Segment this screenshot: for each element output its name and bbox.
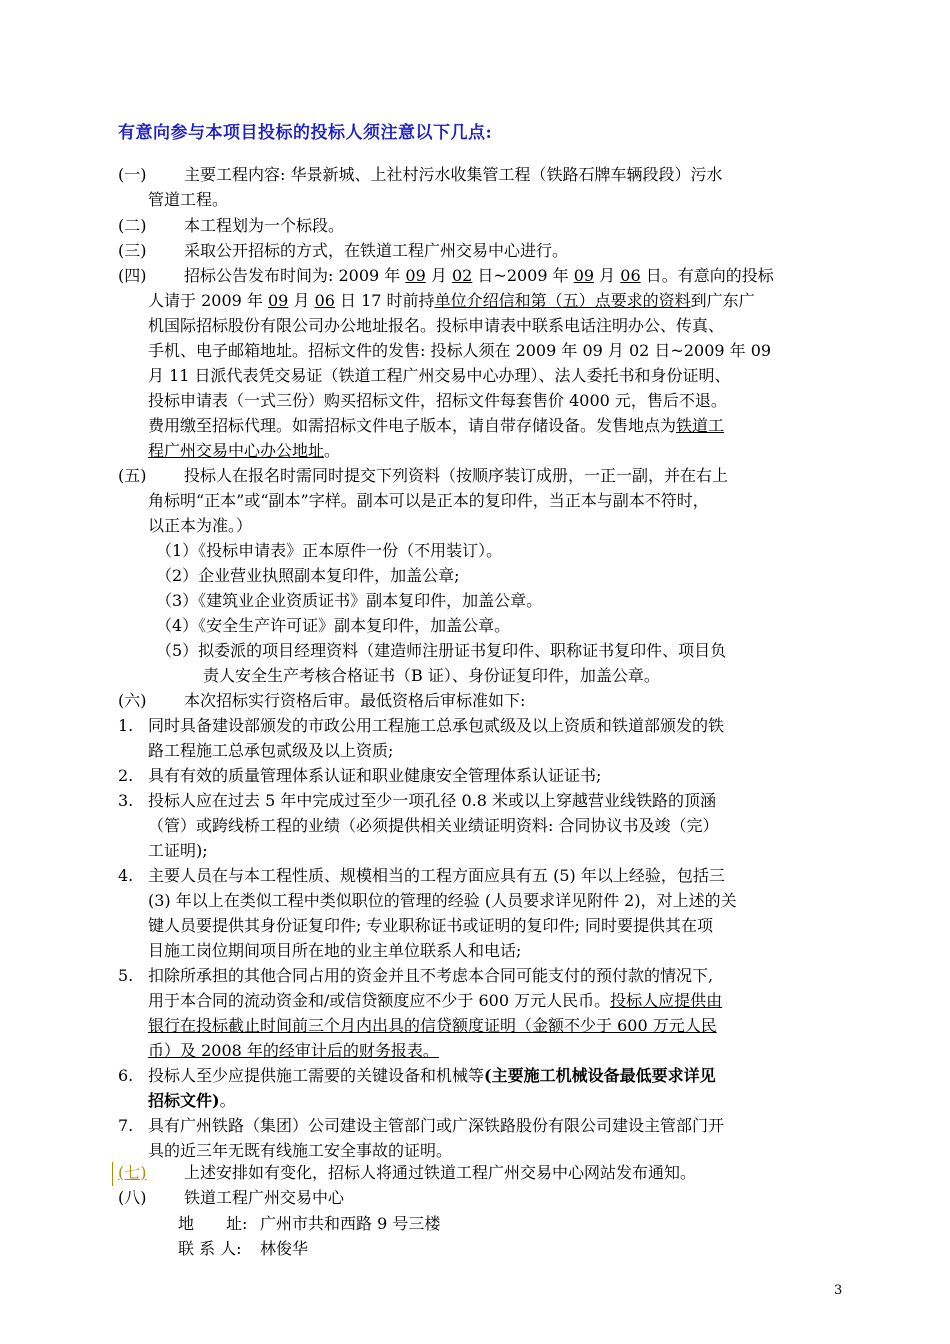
notice-heading: 有意向参与本项目投标的投标人须注意以下几点: <box>118 123 493 143</box>
address-label: 地 址: <box>178 1214 248 1233</box>
item-5-label: (五) <box>118 466 147 485</box>
contact-person-value: 林俊华 <box>260 1239 309 1258</box>
page-number: 3 <box>834 1283 843 1298</box>
item-2-text: 本工程划为一个标段。 <box>184 216 345 235</box>
item-2-label: (二) <box>118 216 147 235</box>
revision-bar <box>112 1162 113 1186</box>
address-value: 广州市共和西路 9 号三楼 <box>260 1214 441 1233</box>
item-6-label: (六) <box>118 691 147 710</box>
contact-person-row <box>178 1237 308 1261</box>
item-8-label: (八) <box>118 1188 147 1207</box>
item-3-label: (三) <box>118 241 147 260</box>
materials-requirement-link: 单位介绍信和第（五）点要求的资料 <box>434 291 691 310</box>
item-1-text: 主要工程内容: 华景新城、上社村污水收集管工程（铁路石牌车辆段段）污水 <box>184 165 723 184</box>
item-1-text-cont: 管道工程。 <box>148 190 229 209</box>
contact-person-label: 联 系 人: <box>178 1239 242 1258</box>
item-3-text: 采取公开招标的方式，在铁道工程广州交易中心进行。 <box>184 241 569 260</box>
item-7-label: (七) <box>118 1163 147 1182</box>
item-4-text: 招标公告发布时间为: 2009 年 09 月 02 日~2009 年 09 月 06 日。有意向的投标 <box>184 266 774 285</box>
item-1-label: (一) <box>118 165 147 184</box>
item-4-label: (四) <box>118 266 147 285</box>
sale-location: 铁道工 <box>676 416 725 435</box>
address-row <box>178 1212 440 1236</box>
